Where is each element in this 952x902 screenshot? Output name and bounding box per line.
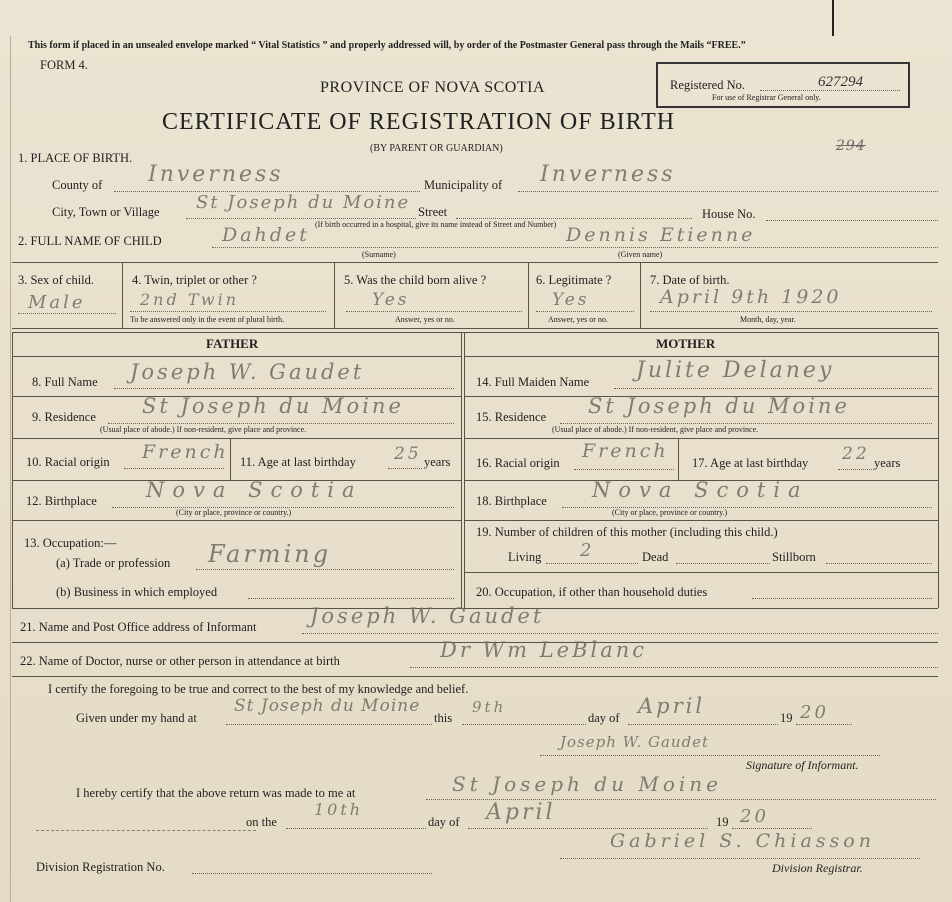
- mother-age-label: 17. Age at last birthday: [692, 456, 809, 470]
- form-number: FORM 4.: [40, 58, 88, 72]
- parents-right-border: [938, 332, 939, 608]
- signature-of-informant-label: Signature of Informant.: [746, 758, 859, 772]
- parents-left-border: [12, 332, 13, 608]
- street-line: [456, 218, 692, 219]
- informant-value: Joseph W. Gaudet: [310, 604, 545, 628]
- born-alive-value: Yes: [372, 290, 410, 310]
- mother-maiden-value: Julite Delaney: [636, 358, 835, 383]
- father-birthplace-value: Nova Scotia: [146, 478, 363, 502]
- born-alive-note: Answer, yes or no.: [395, 315, 455, 324]
- stillborn-label: Stillborn: [772, 550, 816, 564]
- document-subtitle: (BY PARENT OR GUARDIAN): [370, 143, 503, 154]
- row3-divider-1: [122, 262, 123, 328]
- sex-value: Male: [28, 292, 86, 313]
- parents-divider-2: [464, 332, 465, 608]
- father-name-value: Joseph W. Gaudet: [130, 360, 365, 384]
- given-year-value: 20: [800, 702, 829, 723]
- twin-line: [130, 311, 326, 312]
- father-age-line: [388, 468, 422, 469]
- father-abode-note: (Usual place of abode.) If non-resident, give place and province.: [100, 425, 307, 434]
- margin-number: 294: [836, 138, 866, 154]
- child-name-line: [212, 247, 938, 248]
- made-day-value: 10th: [314, 800, 364, 819]
- given-name-caption: (Given name): [618, 250, 663, 259]
- father-birthplace-rule: [12, 520, 461, 521]
- informant-signature-line: [540, 755, 880, 756]
- hospital-note: (If birth occurred in a hospital, give its name instead of Street and Number): [315, 220, 557, 229]
- sex-label: 3. Sex of child.: [18, 273, 95, 287]
- this-label: this: [434, 711, 453, 725]
- given-name-value: Dennis Etienne: [566, 224, 756, 246]
- made-at-value: St Joseph du Moine: [452, 772, 722, 796]
- row3-bottom-rule: [12, 328, 938, 329]
- father-age-value: 25: [394, 444, 422, 464]
- document-title: CERTIFICATE OF REGISTRATION OF BIRTH: [162, 109, 676, 135]
- dead-label: Dead: [642, 550, 669, 564]
- business-line: [248, 598, 454, 599]
- city-value: St Joseph du Moine: [196, 192, 411, 213]
- doctor-label: 22. Name of Doctor, nurse or other person in attendance at birth: [20, 654, 340, 668]
- parents-divider: [461, 332, 462, 608]
- father-residence-line: [108, 423, 454, 424]
- dob-value: April 9th 1920: [660, 286, 842, 308]
- legitimate-value: Yes: [552, 290, 590, 310]
- given-at-line: [226, 724, 432, 725]
- father-name-label: 8. Full Name: [32, 375, 98, 389]
- postal-notice: This form if placed in an unsealed envelope marked “ Vital Statistics ” and properly addressed will, by order of the Postmaster General pass through the Mails “FREE.”: [28, 40, 746, 51]
- informant-line: [302, 633, 938, 634]
- twin-value: 2nd Twin: [140, 290, 240, 309]
- division-registration-no-label: Division Registration No.: [36, 860, 165, 874]
- mother-maiden-label: 14. Full Maiden Name: [476, 375, 590, 389]
- county-value: Inverness: [148, 162, 284, 187]
- mother-racial-value: French: [582, 440, 669, 462]
- father-residence-rule: [12, 438, 461, 439]
- mother-residence-label: 15. Residence: [476, 410, 547, 424]
- municipality-value: Inverness: [540, 162, 676, 187]
- county-label: County of: [52, 178, 103, 192]
- mother-residence-value: St Joseph du Moine: [588, 394, 850, 418]
- mother-racial-line: [574, 469, 674, 470]
- division-registration-no-line: [192, 873, 432, 874]
- business-label: (b) Business in which employed: [56, 585, 218, 599]
- father-age-divider: [230, 438, 231, 480]
- doctor-rule: [12, 676, 938, 677]
- row3-divider-4: [640, 262, 641, 328]
- surname-caption: (Surname): [362, 250, 396, 259]
- father-age-label: 11. Age at last birthday: [240, 455, 356, 469]
- mother-residence-line: [560, 423, 932, 424]
- trade-line: [196, 569, 454, 570]
- on-the-leader: [36, 830, 256, 831]
- dob-label: 7. Date of birth.: [650, 273, 730, 287]
- made-month-value: April: [486, 800, 556, 825]
- living-label: Living: [508, 550, 542, 564]
- left-margin-line: [10, 36, 11, 902]
- mother-birthplace-note: (City or place, province or country.): [612, 508, 728, 517]
- father-heading: FATHER: [206, 336, 259, 351]
- division-registrar-label: Division Registrar.: [772, 861, 863, 875]
- child-name-label: 2. FULL NAME OF CHILD: [18, 234, 162, 248]
- legitimate-line: [536, 311, 634, 312]
- mother-years-label: years: [874, 456, 901, 470]
- certify-text: I certify the foregoing to be true and correct to the best of my knowledge and belief.: [48, 682, 469, 696]
- row3-divider-2: [334, 262, 335, 328]
- living-line: [546, 563, 638, 564]
- mother-age-value: 22: [842, 444, 870, 464]
- father-birthplace-label: 12. Birthplace: [26, 494, 97, 508]
- street-label: Street: [418, 205, 448, 219]
- mother-abode-note: (Usual place of abode.) If non-resident, give place and province.: [552, 425, 759, 434]
- father-racial-value: French: [142, 441, 229, 463]
- born-alive-label: 5. Was the child born alive ?: [344, 273, 487, 287]
- parents-top-rule: [12, 332, 938, 333]
- trade-label: (a) Trade or profession: [56, 556, 171, 570]
- given-day-value: 9th: [472, 698, 507, 716]
- made-month-line: [468, 828, 708, 829]
- registered-no-label: Registered No.: [670, 78, 745, 92]
- dob-note: Month, day, year.: [740, 315, 796, 324]
- sex-line: [18, 313, 116, 314]
- surname-value: Dahdet: [222, 224, 310, 246]
- city-label: City, Town or Village: [52, 205, 160, 219]
- father-heading-rule: [12, 356, 461, 357]
- father-residence-label: 9. Residence: [32, 410, 96, 424]
- registered-no-value: 627294: [818, 74, 863, 90]
- legitimate-label: 6. Legitimate ?: [536, 273, 612, 287]
- children-rule: [464, 572, 938, 573]
- born-alive-line: [346, 311, 522, 312]
- father-years-label: years: [424, 455, 451, 469]
- municipality-line: [518, 191, 938, 192]
- informant-label: 21. Name and Post Office address of Informant: [20, 620, 257, 634]
- mother-racial-label: 16. Racial origin: [476, 456, 560, 470]
- made-year-value: 20: [740, 806, 769, 827]
- day-of-label-2: day of: [428, 815, 460, 829]
- municipality-label: Municipality of: [424, 178, 503, 192]
- father-racial-label: 10. Racial origin: [26, 455, 110, 469]
- twin-note: To be answered only in the event of plural birth.: [130, 315, 285, 324]
- given-under-label: Given under my hand at: [76, 711, 197, 725]
- doctor-value: Dr Wm LeBlanc: [440, 638, 648, 662]
- given-month-line: [628, 724, 778, 725]
- mother-occupation-line: [752, 598, 932, 599]
- made-year-line: [732, 828, 812, 829]
- children-label: 19. Number of children of this mother (including this child.): [476, 525, 778, 539]
- twin-label: 4. Twin, triplet or other ?: [132, 273, 257, 287]
- mother-birthplace-rule: [464, 520, 938, 521]
- mother-age-line: [838, 469, 874, 470]
- mother-occupation-label: 20. Occupation, if other than household duties: [476, 585, 708, 599]
- hereby-certify-label: I hereby certify that the above return was made to me at: [76, 786, 356, 800]
- row3-top-rule: [12, 262, 938, 263]
- mother-birthplace-label: 18. Birthplace: [476, 494, 547, 508]
- on-the-label: on the: [246, 815, 277, 829]
- given-day-line: [462, 724, 586, 725]
- dob-line: [650, 311, 932, 312]
- registrar-general-note: For use of Registrar General only.: [712, 93, 821, 102]
- mother-heading: MOTHER: [656, 336, 716, 351]
- year-prefix-label-2: 19: [716, 815, 729, 829]
- given-year-line: [796, 724, 852, 725]
- informant-signature: Joseph W. Gaudet: [560, 733, 710, 751]
- registrar-signature: Gabriel S. Chiasson: [610, 830, 875, 852]
- province-heading: PROVINCE OF NOVA SCOTIA: [320, 79, 546, 96]
- place-of-birth-heading: 1. PLACE OF BIRTH.: [18, 151, 133, 165]
- house-no-label: House No.: [702, 207, 756, 221]
- stillborn-line: [826, 563, 932, 564]
- city-line: [186, 218, 416, 219]
- father-residence-value: St Joseph du Moine: [142, 394, 404, 418]
- occupation-label: 13. Occupation:—: [24, 536, 117, 550]
- given-month-value: April: [638, 694, 706, 718]
- mother-birthplace-value: Nova Scotia: [592, 478, 809, 502]
- mother-residence-rule: [464, 438, 938, 439]
- top-right-mark: [832, 0, 834, 36]
- day-of-label: day of: [588, 711, 620, 725]
- year-prefix-label: 19: [780, 711, 793, 725]
- dead-line: [676, 563, 770, 564]
- house-no-line: [766, 220, 938, 221]
- legitimate-note: Answer, yes or no.: [548, 315, 608, 324]
- made-day-line: [286, 828, 426, 829]
- mother-maiden-line: [614, 388, 932, 389]
- father-birthplace-note: (City or place, province or country.): [176, 508, 292, 517]
- mother-age-divider: [678, 438, 679, 480]
- trade-value: Farming: [208, 540, 332, 568]
- father-name-line: [114, 388, 454, 389]
- mother-heading-rule: [464, 356, 938, 357]
- father-racial-line: [124, 468, 224, 469]
- registrar-signature-line: [560, 858, 920, 859]
- living-value: 2: [580, 540, 595, 561]
- doctor-line: [410, 667, 938, 668]
- row3-divider-3: [528, 262, 529, 328]
- given-at-value: St Joseph du Moine: [234, 696, 421, 716]
